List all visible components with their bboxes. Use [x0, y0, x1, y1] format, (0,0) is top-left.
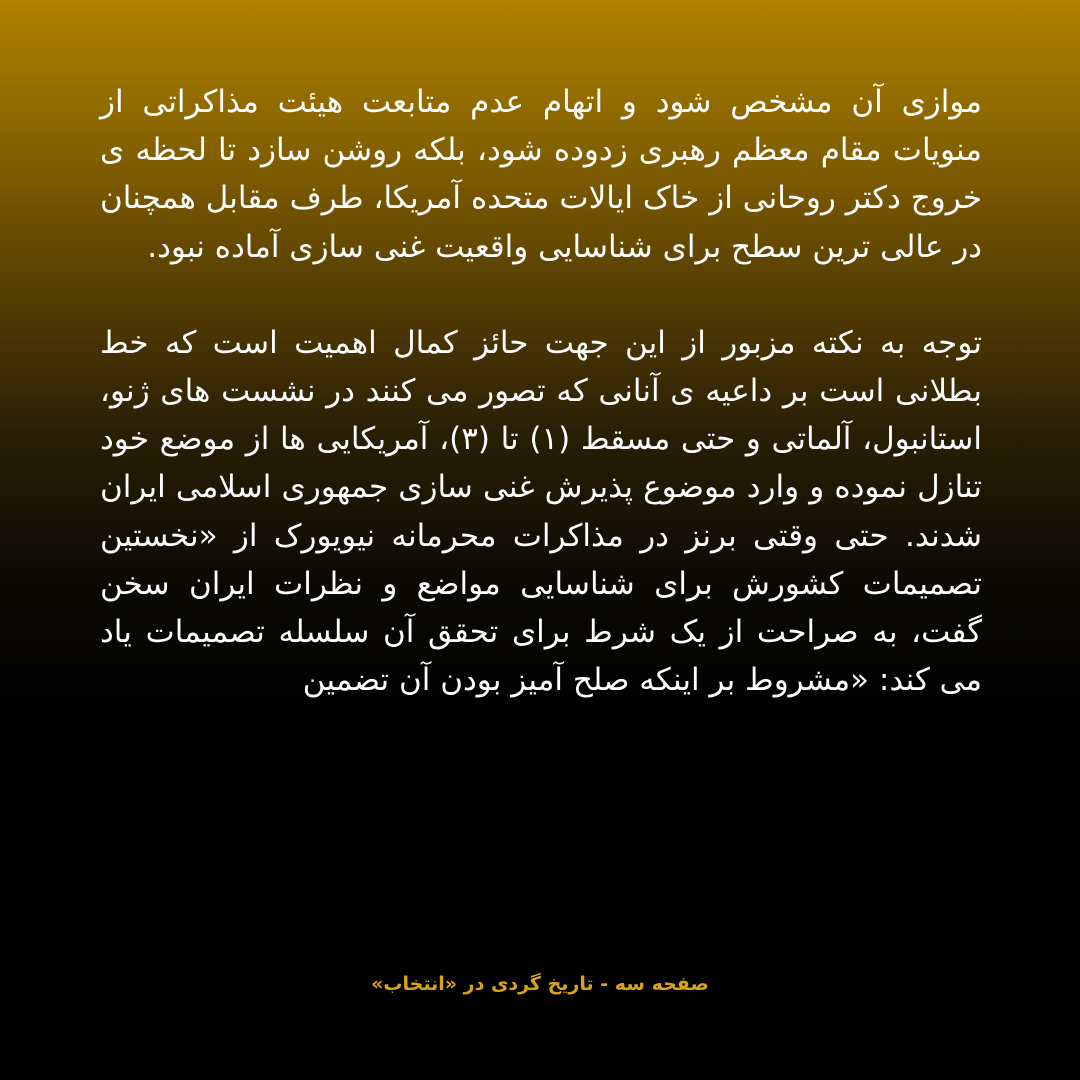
- paragraph-2: توجه به نکته مزبور از این جهت حائز کمال اهمیت است که خط بطلانی است بر داعیه ی آنانی که تصور می کنند در نشست های ژنو، استانبول، آلماتی و حتی مسقط (۱) تا (۳)، آمریکایی ها از موضع خود تنازل نموده و وارد موضوع پذیرش غنی سازی جمهوری اسلامی ایران شدند. حتی وقتی برنز در مذاکرات محرمانه نیویورک از «نخستین تصمیمات کشورش برای شناسایی مواضع و نظرات ایران سخن گفت، به صراحت از یک شرط برای تحقق آن سلسله تصمیمات یاد می کند: «مشروط بر اینکه صلح آمیز بودن آن تضمین: [100, 324, 982, 699]
- paragraph-1: موازی آن مشخص شود و اتهام عدم متابعت هیئت مذاکراتی از منویات مقام معظم رهبری زدوده شود، بلکه روشن سازد تا لحظه ی خروج دکتر روحانی از خاک ایالات متحده آمریکا، طرف مقابل همچنان در عالی ترین سطح برای شناسایی واقعیت غنی سازی آماده نبود.: [100, 84, 982, 265]
- article-body: [100, 78, 982, 704]
- page-footer: صفحه سه - تاریخ گردی در «انتخاب»: [371, 973, 709, 995]
